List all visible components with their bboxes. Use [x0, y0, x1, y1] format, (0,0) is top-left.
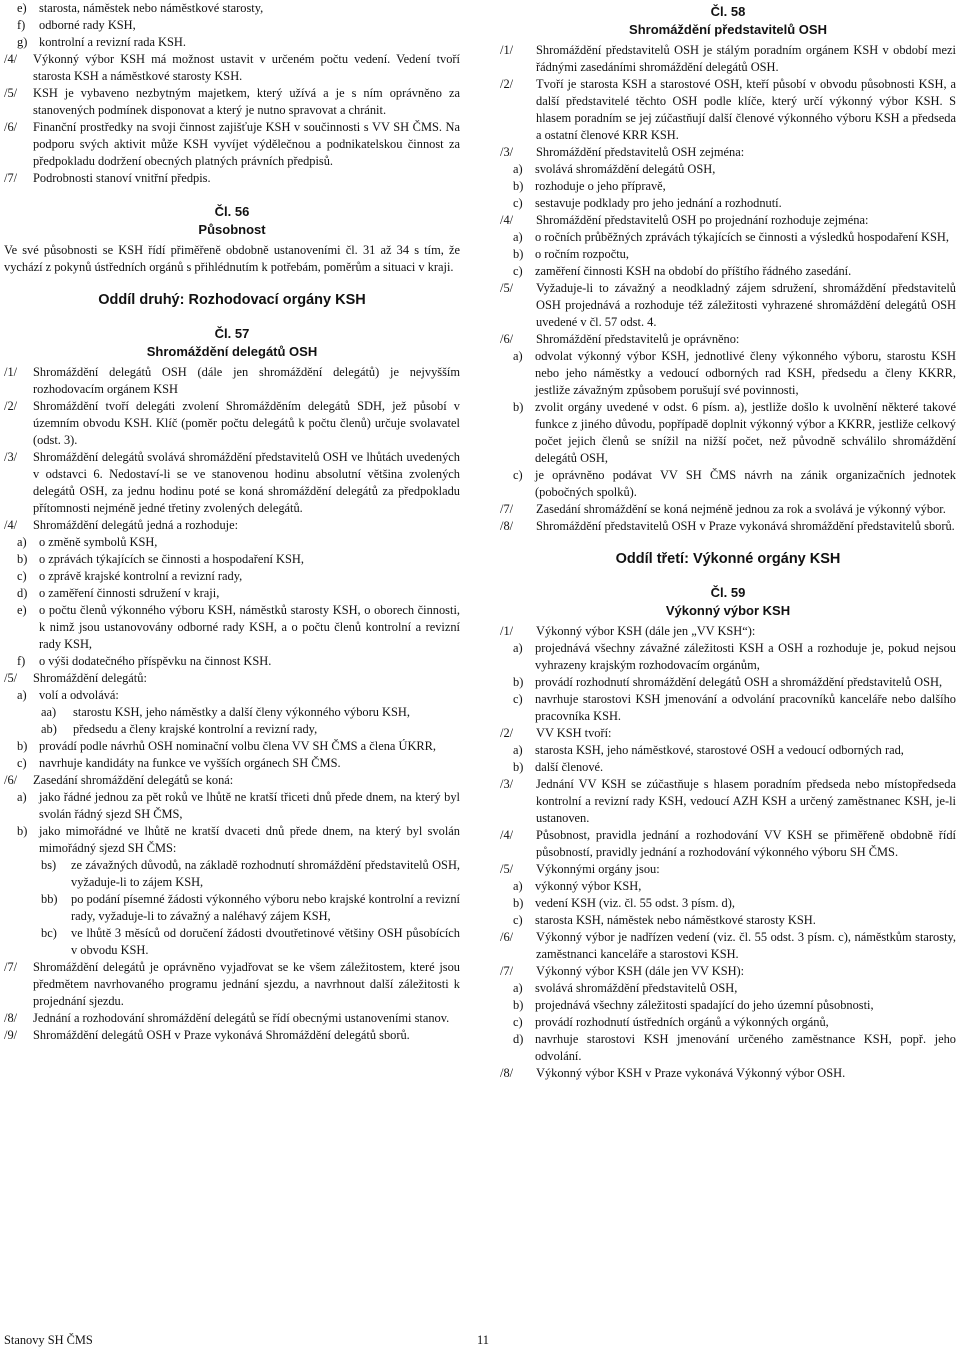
paragraph: /2/ VV KSH tvoří:	[500, 726, 612, 740]
list-item: a) starosta KSH, jeho náměstkové, starostové OSH a vedoucí odborných rad,	[513, 743, 904, 757]
paragraph: /7/ Výkonný výbor KSH (dále jen VV KSH):	[500, 964, 745, 978]
article-title: Čl. 57	[214, 326, 250, 341]
section-heading: Oddíl třetí: Výkonné orgány KSH	[615, 551, 841, 567]
list-item: a) odvolat výkonný výbor KSH, jednotlivé členy výkonného výboru, starostu KSH nebo jeho náměstky a vedoucí odborných rad KSH, předsedu a členy KKRR, jestliže závažným způsobem porušují své povinnosti,	[513, 349, 956, 397]
paragraph: /1/ Shromáždění představitelů OSH je stálým poradním orgánem KSH v období mezi řádnými zasedáními shromáždění delegátů OSH.	[500, 43, 956, 74]
paragraph: /2/ Tvoří je starosta KSH a starostové OSH, kteří působí v obvodu působnosti KSH, a další představitelé těchto OSH podle klíče, který určí výkonný výbor KSH. S hlasem poradním se jej zúčastňují další členové výkonného výboru KSH a předseda a ostatní členové KRR KSH.	[500, 77, 956, 142]
list-item: a) svolává shromáždění delegátů OSH,	[513, 162, 716, 176]
page-footer	[4, 1332, 504, 1349]
paragraph: /9/ Shromáždění delegátů OSH v Praze vykonává Shromáždění delegátů sborů.	[4, 1028, 410, 1042]
paragraph: /1/ Shromáždění delegátů OSH (dále jen shromáždění delegátů) je nejvyšším rozhodovacím orgánem KSH	[4, 365, 460, 396]
list-item: d) o zaměření činnosti sdružení v kraji,	[17, 586, 220, 600]
list-item: bb) po podání písemné žádosti výkonného výboru nebo krajské kontrolní a revizní rady, vyžaduje-li to závažný a naléhavý zájem KSH,	[41, 892, 460, 923]
paragraph: /8/ Shromáždění představitelů OSH v Praze vykonává shromáždění představitelů sborů.	[500, 519, 955, 533]
list-item: c) starosta KSH, náměstek nebo náměstkové starosty KSH.	[513, 913, 816, 927]
list-item: a) projednává všechny závažné záležitosti KSH a OSH a rozhoduje je, pokud nejsou vyhrazeny krajským rozhodovacím orgánům,	[513, 641, 956, 672]
section-heading: Oddíl druhý: Rozhodovací orgány KSH	[98, 292, 366, 308]
article-text: Ve své působnosti se KSH řídí přiměřeně obdobně ustanoveními čl. 31 až 34 s tím, že vychází z pokynů ústředních orgánů s přihlédnutím k potřebám, poměrům a situaci v kraji.	[4, 243, 460, 274]
list-item: bc) ve lhůtě 3 měsíců od doručení žádosti dvoutřetinové většiny OSH působících v obvodu KSH.	[41, 926, 460, 957]
paragraph: /3/ Shromáždění delegátů svolává shromáždění představitelů OSH ve lhůtách uvedených v odstavci 6. Nedostaví-li se ve stanovenou hodinu absolutní většina zvolených delegátů OSH, za jednu hodinu poté se koná shromáždění delegátů za předpokladu přítomnosti nejméně jedné třetiny zvolených delegátů.	[4, 450, 460, 515]
paragraph: /5/ Vyžaduje-li to závažný a neodkladný zájem sdružení, shromáždění představitelů OSH projednává a rozhoduje též záležitosti vyhrazené shromáždění delegátů OSH uvedené v čl. 57 odst. 4.	[500, 281, 956, 329]
list-item: bs) ze závažných důvodů, na základě rozhodnutí shromáždění představitelů OSH, vyžaduje-li to zájem KSH,	[41, 858, 460, 889]
list-item: e) o počtu členů výkonného výboru KSH, náměstků starosty KSH, o oborech činnosti, k nimž jsou ustanovovány odborné rady KSH, a o počtu členů kontrolní a revizní rady KSH,	[17, 603, 460, 651]
list-item: c) navrhuje starostovi KSH jmenování a odvolání pracovníků kanceláře nebo dalšího pracovníka KSH.	[513, 692, 956, 723]
article-title: Čl. 58	[710, 4, 746, 19]
paragraph: /7/ Shromáždění delegátů je oprávněno vyjadřovat se ke všem záležitostem, které jsou předmětem navrhovaného programu jednání sjezdu, a navrhnout další záležitosti k projednání sjezdu.	[4, 960, 460, 1008]
article-subtitle: Shromáždění představitelů OSH	[629, 22, 827, 37]
article-title: Čl. 59	[710, 585, 746, 600]
paragraph: /4/ Působnost, pravidla jednání a rozhodování VV KSH se přiměřeně obdobně řídí působností, pravidly jednání a rozhodování výkonného výboru SH ČMS.	[500, 828, 956, 859]
article-subtitle: Shromáždění delegátů OSH	[146, 344, 318, 359]
page-number: 11	[477, 1333, 489, 1347]
right-column	[500, 0, 956, 1082]
list-item: a) o ročních průběžných zprávách týkajících se činnosti a výsledků hospodaření KSH,	[513, 230, 949, 244]
list-item: b) jako mimořádné ve lhůtě ne kratší dvaceti dnů přede dnem, na který byl svolán mimořádný sjezd SH ČMS:	[17, 824, 460, 855]
paragraph: /8/ Jednání a rozhodování shromáždění delegátů se řídí obecnými ustanoveními stanov.	[4, 1011, 450, 1025]
list-item: b) provádí rozhodnutí shromáždění delegátů OSH a shromáždění představitelů OSH,	[513, 675, 943, 689]
paragraph: /1/ Výkonný výbor KSH (dále jen „VV KSH“):	[500, 624, 756, 638]
list-item: e) starosta, náměstek nebo náměstkové starosty,	[17, 1, 264, 15]
list-item: a) svolává shromáždění představitelů OSH,	[513, 981, 738, 995]
paragraph: /6/ Výkonný výbor je nadřízen vedení (viz. čl. 55 odst. 3 písm. c), náměstkům starosty, zaměstnanci kanceláře a starostovi KSH.	[500, 930, 956, 961]
paragraph: /6/ Finanční prostředky na svoji činnost zajišťuje KSH v součinnosti s VV SH ČMS. Na podporu svých aktivit může KSH vyvíjet výdělečnou a podnikatelskou činnost za předpokladu dodržení obecných platných právních předpisů.	[4, 120, 460, 168]
list-item: b) vedení KSH (viz. čl. 55 odst. 3 písm. d),	[513, 896, 735, 910]
list-item: c) navrhuje kandidáty na funkce ve vyšších orgánech SH ČMS.	[17, 756, 341, 770]
list-item: d) navrhuje starostovi KSH jmenování určeného zaměstnance KSH, popř. jeho odvolání.	[513, 1032, 956, 1063]
list-item: c) je oprávněno podávat VV SH ČMS návrh na zánik organizačních jednotek (pobočných spolků).	[513, 468, 956, 499]
paragraph: /2/ Shromáždění tvoří delegáti zvolení Shromážděním delegátů SDH, jež působí v územním obvodu KSH. Klíč (poměr počtu delegátů k počtu členů) určuje svolavatel (odst. 3).	[4, 399, 460, 447]
paragraph: /3/ Shromáždění představitelů OSH zejména:	[500, 145, 745, 159]
paragraph: /6/ Shromáždění představitelů je oprávněno:	[500, 332, 740, 346]
list-item: b) o zprávách týkajících se činnosti a hospodaření KSH,	[17, 552, 304, 566]
paragraph: /5/ Výkonnými orgány jsou:	[500, 862, 660, 876]
paragraph: /7/ Podrobnosti stanoví vnitřní předpis.	[4, 171, 211, 185]
list-item: b) další členové.	[513, 760, 604, 774]
paragraph: /4/ Shromáždění delegátů jedná a rozhoduje:	[4, 518, 239, 532]
paragraph: /4/ Shromáždění představitelů OSH po projednání rozhoduje zejména:	[500, 213, 869, 227]
list-item: ab) předsedu a členy krajské kontrolní a revizní rady,	[41, 722, 318, 736]
article-subtitle: Výkonný výbor KSH	[665, 603, 791, 618]
list-item: aa) starostu KSH, jeho náměstky a další členy výkonného výboru KSH,	[41, 705, 410, 719]
list-item: c) o zprávě krajské kontrolní a revizní rady,	[17, 569, 243, 583]
list-item: c) provádí rozhodnutí ústředních orgánů a výkonných orgánů,	[513, 1015, 829, 1029]
list-item: b) projednává všechny záležitosti spadající do jeho územní působnosti,	[513, 998, 874, 1012]
paragraph: /4/ Výkonný výbor KSH má možnost ustavit v určeném počtu vedení. Vedení tvoří starosta KSH a náměstkové starosty KSH.	[4, 52, 460, 83]
paragraph: /7/ Zasedání shromáždění se koná nejméně jednou za rok a svolává je výkonný výbor.	[500, 502, 946, 516]
list-item: a) o změně symbolů KSH,	[17, 535, 158, 549]
list-item: c) sestavuje podklady pro jeho jednání a rozhodnutí.	[513, 196, 782, 210]
paragraph: /6/ Zasedání shromáždění delegátů se koná:	[4, 773, 234, 787]
paragraph: /5/ KSH je vybaveno nezbytným majetkem, který užívá a je s ním oprávněno za stanovených podmínek disponovat a který je nutno spravovat a chránit.	[4, 86, 460, 117]
paragraph: /3/ Jednání VV KSH se zúčastňuje s hlasem poradním předseda nebo místopředseda kontrolní a revizní rady KSH, vedoucí AZH KSH a určený zaměstnanec KSH, je-li ustanoven.	[500, 777, 956, 825]
document-name: Stanovy SH ČMS	[4, 1333, 93, 1347]
article-title: Čl. 56	[214, 204, 250, 219]
paragraph: /5/ Shromáždění delegátů:	[4, 671, 147, 685]
list-item: b) o ročním rozpočtu,	[513, 247, 629, 261]
article-subtitle: Působnost	[198, 222, 266, 237]
list-item: c) zaměření činnosti KSH na období do příštího řádného zasedání.	[513, 264, 852, 278]
paragraph: /8/ Výkonný výbor KSH v Praze vykonává Výkonný výbor OSH.	[500, 1066, 846, 1080]
list-item: a) jako řádné jednou za pět roků ve lhůtě ne kratší třiceti dnů přede dnem, na který byl svolán řádný sjezd SH ČMS,	[17, 790, 460, 821]
list-item: a) výkonný výbor KSH,	[513, 879, 642, 893]
list-item: g) kontrolní a revizní rada KSH.	[17, 35, 186, 49]
list-item: b) provádí podle návrhů OSH nominační volbu člena VV SH ČMS a člena ÚKRR,	[17, 739, 437, 753]
list-item: a) volí a odvolává:	[17, 688, 119, 702]
list-item: b) zvolit orgány uvedené v odst. 6 písm. a), jestliže došlo k uvolnění některé takové funkce z jiného důvodu, popřípadě doplnit výkonný výbor a KKRR, jestliže celkový počet jejich členů se snížil na nižší počet, než původně schválilo shromáždění delegátů OSH,	[513, 400, 956, 465]
list-item: f) o výši dodatečného příspěvku na činnost KSH.	[17, 654, 272, 668]
left-column	[4, 0, 460, 1044]
list-item: b) rozhoduje o jeho přípravě,	[513, 179, 666, 193]
list-item: f) odborné rady KSH,	[17, 18, 136, 32]
